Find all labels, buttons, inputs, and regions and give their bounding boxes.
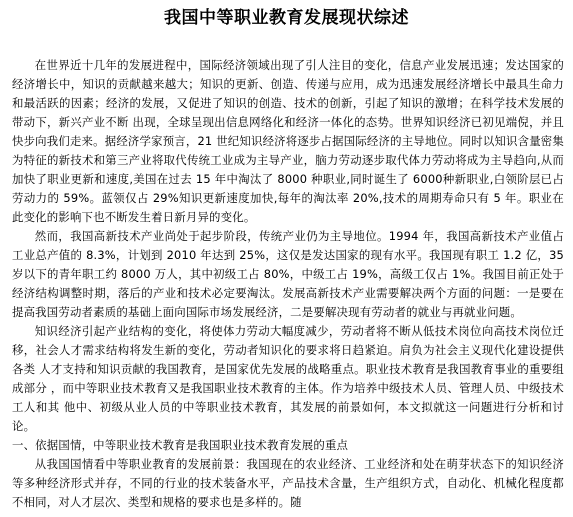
body-paragraph-1: 在世界近十几年的发展进程中，国际经济领域出现了引人注目的变化，信息产业发展迅速；发达国家的经济增长中，知识的贡献越来越大；知识的更新、创造、传递与应用，成为迅速发展经济增长中最具生命力和最活跃的因素；经济的发展，又促进了知识的创造、技术的创新，引起了知识的激增；在科学技术发展的带动下，新兴产业不断 出现，全球呈现出信息网络化和经济一体化的态势。世界知识经济已初见端倪，并且快步向我们走来。据经济学家预言，21 世纪知识经济将逐步占据国际经济的主导地位。同时以知识含量密集为特征的新技术和第三产业将取代传统工业成为主导产业，脑力劳动逐步取代体力劳动将成为主导趋向,从而加快了职业更新和速度,美国在过去 15 年中淘汰了 8000 种职业,同时诞生了 6000种新职业,白领阶层已占劳动力的 59%。蓝领仅占 29%知识更新速度加快,每年的淘汰率 20%,技术的周期寿命只有 5 年。职业在此变化的影响下也不断发生着日新月异的变化。: [12, 58, 564, 224]
section-heading: 一、依据国情，中等职业技术教育是我国职业技术教育发展的重点: [12, 438, 349, 452]
body-paragraph-3: 知识经济引起产业结构的变化，将使体力劳动大幅度减少，劳动者将不断从低技术岗位向高技术岗位迁移，社会人才需求结构将发生新的变化，劳动者知识化的要求将日趋紧迫。肩负为社会主义现代化建设提供各类 人才支持和知识贡献的我国教育，是国家优先发展的战略重点。职业技术教育是我国教育事业的重要组成部分 ，而中等职业技术教育又是我国职业技术教育的主体。作为培养中级技术人员、管理人员、中级技术工人和其 他中、初级从业人员的中等职业技术教育，其发展的前景如何，本文拟就这一问题进行分析和讨论。: [12, 324, 564, 433]
section-paragraph: 从我国国情看中等职业教育的发展前景：我国现在的农业经济、工业经济和处在萌芽状态下的知识经济等多种经济形式并存，不同的行业的技术装备水平，产品技术含量，生产组织方式，自动化、机械化程度都不相同，对人才层次、类型和规格的要求也是多样的。随: [12, 457, 564, 509]
document-body: [12, 56, 564, 512]
body-paragraph-2: 然而，我国高新技术产业尚处于起步阶段，传统产业仍为主导地位。1994 年，我国高新技术产业值占工业总产值的 8.3%，计划到 2010 年达到 25%，这仅是发达国家的现有水平。我国现有职工 1.2 亿，35 岁以下的青年职工约 8000 万人，其中初级工占 80%，中级工占 19%，高级工仅占 1%。我国目前正处于经济结构调整时期，落后的产业和技术必定要淘汰。发展高新技术产业需要解决两个方面的问题：一是要在提高我国劳动者素质的基础上面向国际市场发展经济，二是要解决现有劳动者的就业与再就业问题。: [12, 229, 564, 319]
document-title: 我国中等职业教育发展现状综述: [164, 8, 409, 28]
